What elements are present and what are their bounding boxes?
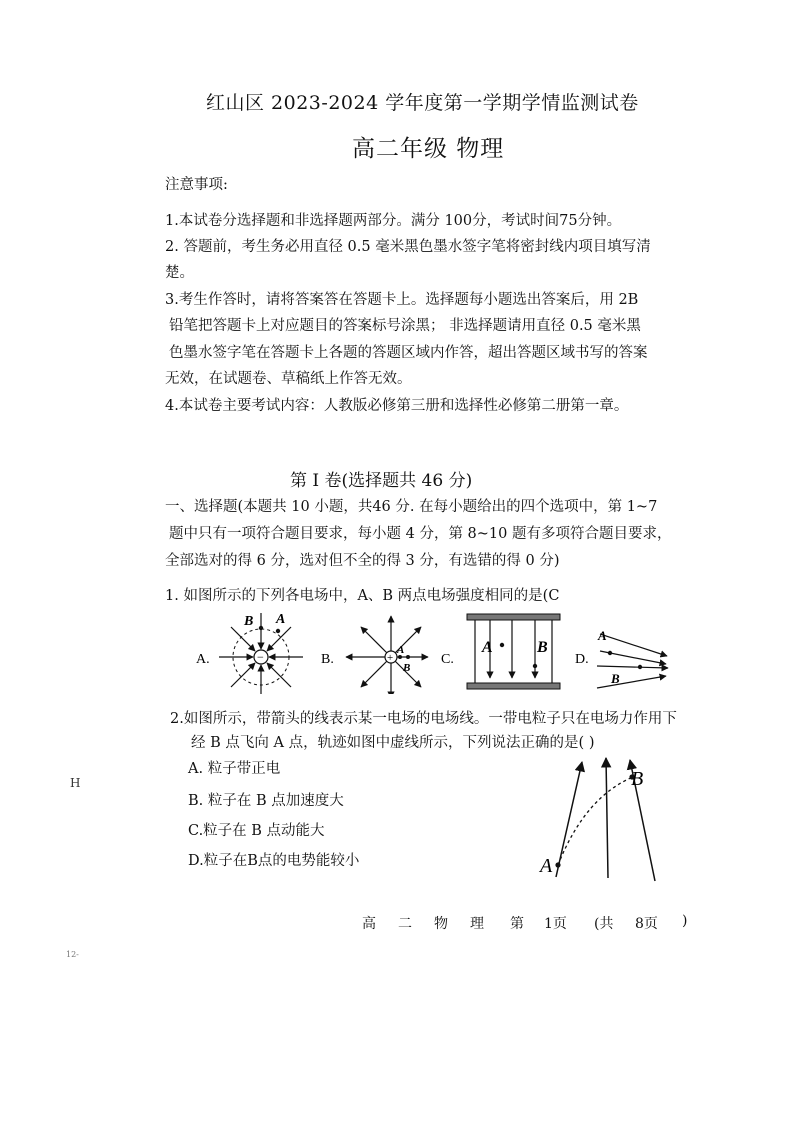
point-a-label: A: [397, 644, 405, 656]
q2-stem-line: 经 B 点飞向 A 点，轨迹如图中虚线所示，下列说法正确的是( ): [191, 735, 595, 751]
point-b-label: B: [403, 662, 411, 674]
page-footer: [0, 913, 793, 933]
notice-line: 楚。: [165, 265, 194, 281]
point-b-label: B: [244, 614, 254, 629]
footer-page-number: 1页: [544, 916, 567, 932]
margin-small-mark: 12-: [66, 950, 79, 959]
q1-figure: [190, 608, 680, 694]
footer-char: 高: [362, 916, 376, 932]
q2-option-a: A. 粒子带正电: [188, 761, 281, 777]
notice-line: 无效，在试题卷、草稿纸上作答无效。: [165, 371, 412, 387]
exam-subtitle: 高二年级 物理: [352, 136, 505, 162]
figure-c-parallel-plates: [441, 614, 560, 689]
footer-char: 理: [470, 916, 484, 932]
q2-stem-line: 2.如图所示，带箭头的线表示某一电场的电场线。一带电粒子只在电场力作用下: [170, 711, 677, 727]
q1-stem: 1. 如图所示的下列各电场中，A、B 两点电场强度相同的是(C: [165, 588, 560, 604]
footer-page-total: 8页: [635, 916, 658, 932]
section-intro-line: 题中只有一项符合题目要求，每小题 4 分，第 8~10 题有多项符合题目要求，: [169, 526, 672, 542]
q2-figure: [530, 752, 670, 886]
footer-char: 第: [510, 916, 524, 932]
notice-line: 2. 答题前，考生务必用直径 0.5 毫米黑色墨水签字笔将密封线内项目填写清: [165, 239, 651, 255]
option-label: D.: [575, 652, 589, 667]
q2-option-d: D.粒子在B点的电势能较小: [188, 853, 360, 869]
exam-title: 红山区 2023-2024 学年度第一学期学情监测试卷: [206, 92, 639, 114]
option-label: A.: [196, 652, 210, 667]
section-intro-line: 一、选择题(本题共 10 小题，共46 分. 在每小题给出的四个选项中，第 1~7: [165, 499, 658, 515]
point-a-label: A: [482, 639, 493, 656]
option-label: B.: [321, 652, 334, 667]
point-b-label: B: [537, 639, 548, 656]
footer-char: (共: [594, 916, 614, 932]
point-b-label: B: [611, 671, 620, 686]
plus-sign: +: [387, 652, 394, 664]
footer-char: 物: [434, 916, 448, 932]
notice-heading: 注意事项:: [165, 177, 228, 193]
margin-mark: H: [70, 776, 81, 790]
notice-line: 3.考生作答时，请将答案答在答题卡上。选择题每小题选出答案后，用 2B: [165, 292, 639, 308]
figure-d-diverging-lines: [575, 628, 668, 688]
q2-option-c: C.粒子在 B 点动能大: [188, 823, 325, 839]
option-label: C.: [441, 652, 454, 667]
point-b-label: B: [631, 768, 644, 790]
section-title: 第 I 卷(选择题共 46 分): [290, 471, 473, 491]
figure-b-positive-charge: [321, 616, 428, 694]
notice-line: 4.本试卷主要考试内容：人教版必修第三册和选择性必修第二册第一章。: [165, 398, 629, 414]
q2-option-b: B. 粒子在 B 点加速度大: [188, 793, 344, 809]
notice-line: 色墨水签字笔在答题卡上各题的答题区域内作答，超出答题区域书写的答案: [169, 345, 648, 361]
footer-char: ): [682, 913, 688, 929]
minus-sign: −: [257, 650, 264, 664]
figure-a-negative-charge: [196, 612, 303, 694]
point-a-label: A: [540, 855, 553, 877]
section-intro-line: 全部选对的得 6 分，选对但不全的得 3 分，有选错的得 0 分): [165, 553, 560, 569]
notice-line: 铅笔把答题卡上对应题目的答案标号涂黑； 非选择题请用直径 0.5 毫米黑: [169, 318, 641, 334]
footer-char: 二: [398, 916, 412, 932]
notice-line: 1.本试卷分选择题和非选择题两部分。满分 100分，考试时间75分钟。: [165, 213, 622, 229]
point-a-label: A: [276, 612, 286, 627]
point-a-label: A: [598, 628, 607, 643]
